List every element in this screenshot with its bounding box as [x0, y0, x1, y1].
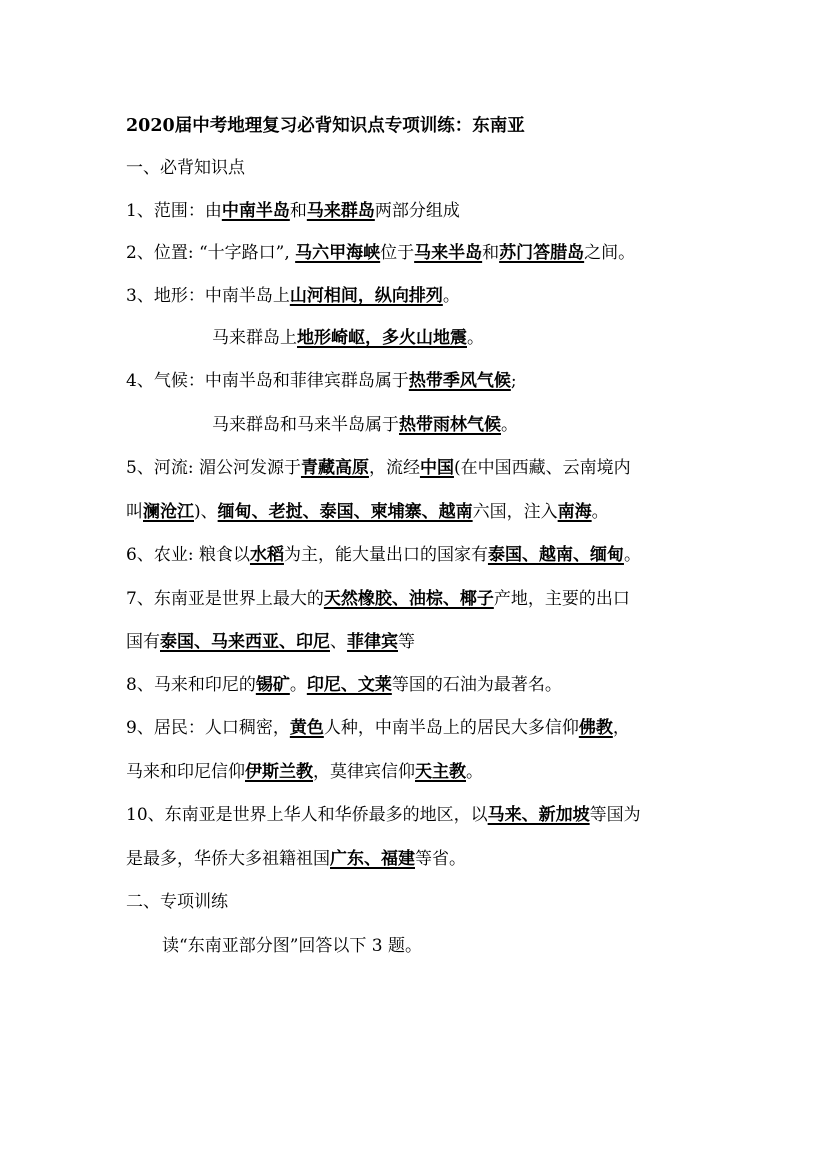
item-10-overseas-chinese: 10、东南亚是世界上华人和华侨最多的地区，以马来、新加坡等国为: [126, 805, 641, 825]
item-7-products-cont: 国有泰国、马来西亚、印尼、菲律宾等: [126, 632, 415, 652]
item-9-residents: 9、居民：人口稠密，黄色人种，中南半岛上的居民大多信仰佛教，: [126, 718, 630, 738]
key-term: 苏门答腊岛: [499, 243, 585, 263]
key-term: 泰国、越南、缅甸: [487, 545, 624, 565]
key-term: 澜沧江: [143, 502, 194, 522]
item-6-agriculture: 6、农业: 粮食以水稻为主，能大量出口的国家有泰国、越南、缅甸。: [126, 545, 641, 565]
document-title: 2020届中考地理复习必背知识点专项训练：东南亚: [126, 116, 525, 136]
key-term: 中南半岛: [221, 201, 290, 221]
key-term: 马来半岛: [414, 243, 483, 263]
item-9-residents-cont: 马来和印尼信仰伊斯兰教，莫律宾信仰天主教。: [126, 762, 483, 782]
key-term: 伊斯兰教: [245, 762, 313, 782]
exercise-intro: 读“东南亚部分图”回答以下 3 题。: [162, 936, 423, 956]
key-term: 泰国、马来西亚、印尼: [160, 632, 330, 652]
key-term: 青藏高原: [300, 458, 369, 478]
item-4-climate: 4、气候：中南半岛和菲律宾群岛属于热带季风气候;: [126, 371, 517, 391]
key-term: 马六甲海峡: [295, 243, 381, 263]
key-term: 菲律宾: [347, 632, 398, 652]
key-term: 黄色: [289, 718, 324, 738]
item-3-terrain-cont: 马来群岛上地形崎岖，多火山地震。: [212, 328, 484, 348]
item-1-scope: 1、范围：由中南半岛和马来群岛两部分组成: [126, 201, 460, 221]
item-7-products: 7、东南亚是世界上最大的天然橡胶、油棕、椰子产地，主要的出口: [126, 589, 630, 609]
item-5-rivers: 5、河流: 湄公河发源于青藏高原，流经中国(在中国西藏、云南境内: [126, 458, 631, 478]
key-term: 中国: [419, 458, 454, 478]
key-term: 马来群岛: [306, 201, 375, 221]
key-term: 印尼、文莱: [306, 675, 392, 695]
key-term: 佛教: [578, 718, 613, 738]
key-term: 缅甸、老挝、泰国、柬埔寨、越南: [217, 502, 473, 522]
key-term: 天然橡胶、油棕、椰子: [323, 589, 494, 609]
item-8-minerals: 8、马来和印尼的锡矿。印尼、文莱等国的石油为最著名。: [126, 675, 562, 695]
section-heading-knowledge: 一、必背知识点: [126, 158, 245, 178]
item-5-rivers-cont: 叫澜沧江)、缅甸、老挝、泰国、柬埔寨、越南六国，注入南海。: [126, 502, 609, 522]
key-term: 锡矿: [255, 675, 290, 695]
item-2-location: 2、位置: “十字路口”, 马六甲海峡位于马来半岛和苏门答腊岛之间。: [126, 243, 636, 263]
item-10-overseas-chinese-cont: 是最多，华侨大多祖籍祖国广东、福建等省。: [126, 849, 466, 869]
section-heading-exercises: 二、专项训练: [126, 892, 228, 912]
key-term: 南海: [557, 502, 592, 522]
key-term: 热带雨林气候: [399, 415, 501, 435]
key-term: 山河相间，纵向排列: [289, 286, 443, 306]
key-term: 地形崎岖，多火山地震: [297, 328, 467, 348]
key-term: 马来、新加坡: [487, 805, 590, 825]
key-term: 水稻: [249, 545, 284, 565]
item-4-climate-cont: 马来群岛和马来半岛属于热带雨林气候。: [212, 415, 518, 435]
key-term: 天主教: [415, 762, 466, 782]
item-3-terrain: 3、地形：中南半岛上山河相间，纵向排列。: [126, 286, 460, 306]
key-term: 广东、福建: [330, 849, 415, 869]
key-term: 热带季风气候: [408, 371, 511, 391]
